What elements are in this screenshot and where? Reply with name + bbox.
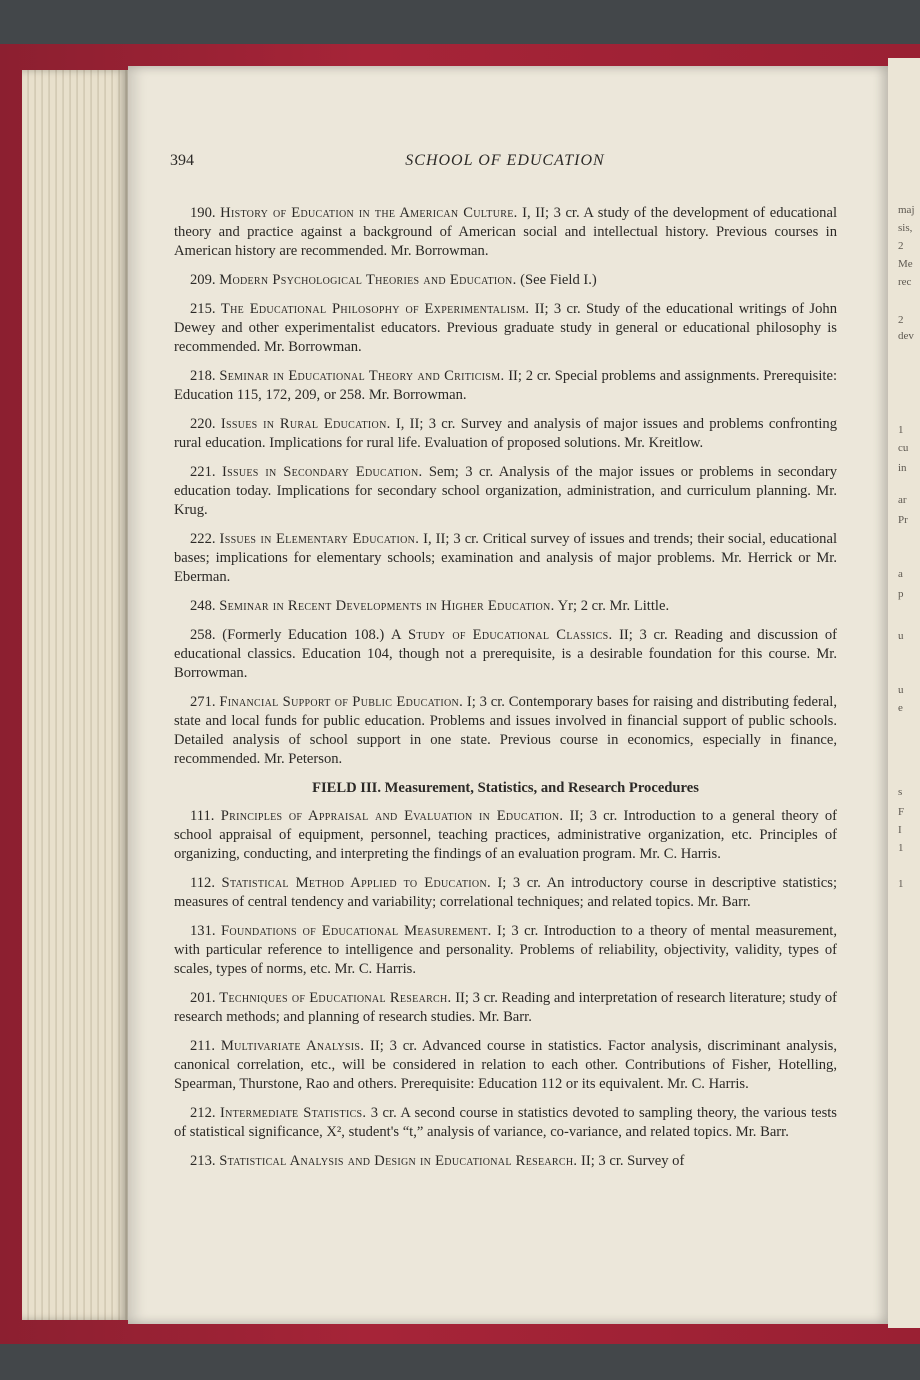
course-title: The Educational Philosophy of Experimentalism. xyxy=(220,301,530,317)
course-entry xyxy=(174,1037,837,1094)
course-title: A Study of Educational Classics. xyxy=(390,627,613,643)
course-title: Techniques of Educational Research. xyxy=(219,990,452,1006)
course-entry xyxy=(174,271,837,290)
page-header xyxy=(170,152,840,176)
course-description: II; 3 cr. Reading and interpretation of research literature; study of research methods; and planning of research studies. Mr. Barr. xyxy=(174,990,837,1025)
course-number: 258. xyxy=(190,627,216,643)
facing-fragment: p xyxy=(898,588,904,600)
facing-fragment: I xyxy=(898,824,902,836)
course-title: Financial Support of Public Education. xyxy=(219,694,464,710)
course-entry xyxy=(174,1104,837,1142)
course-title: Modern Psychological Theories and Education. xyxy=(219,272,517,288)
course-description: Yr; 2 cr. Mr. Little. xyxy=(554,598,670,614)
course-description: (See Field I.) xyxy=(516,272,597,288)
facing-fragment: 1 xyxy=(898,842,904,854)
course-entry xyxy=(174,874,837,912)
facing-fragment: s xyxy=(898,786,903,798)
course-description: II; 3 cr. Reading and discussion of educational classics. Education 104, though not a prerequisite, is a desirable foundation for this course. Mr. Borrowman. xyxy=(174,627,838,681)
course-number: 222. xyxy=(190,531,216,547)
course-title: Issues in Rural Education. xyxy=(220,416,391,432)
facing-fragment: F xyxy=(898,806,905,818)
course-number: 213. xyxy=(190,1153,216,1169)
course-title: Multivariate Analysis. xyxy=(220,1038,365,1054)
field-heading xyxy=(174,779,837,798)
facing-fragment: 2 xyxy=(898,314,904,326)
course-number: 218. xyxy=(190,368,216,384)
course-title: Issues in Elementary Education. xyxy=(219,531,420,547)
course-entry xyxy=(174,989,837,1027)
course-number: 190. xyxy=(190,205,216,221)
facing-fragment: maj xyxy=(898,204,915,216)
page-body xyxy=(174,204,837,1181)
book-page xyxy=(128,66,888,1324)
course-entry xyxy=(174,367,837,405)
course-title: Foundations of Educational Measurement. xyxy=(221,923,492,939)
facing-fragment: 1 xyxy=(898,424,904,436)
course-entry xyxy=(174,807,837,864)
course-number: 209. xyxy=(190,272,216,288)
facing-fragment: rec xyxy=(898,276,912,288)
course-number: 112. xyxy=(190,875,215,891)
facing-fragment: e xyxy=(898,702,903,714)
course-number: 111. xyxy=(190,808,215,824)
course-title: Principles of Appraisal and Evaluation in Education. xyxy=(220,808,564,824)
facing-page xyxy=(888,58,920,1328)
field-label: FIELD III. xyxy=(312,780,381,796)
course-number: 131. xyxy=(190,923,216,939)
course-number: 220. xyxy=(190,416,216,432)
facing-fragment: cu xyxy=(898,442,909,454)
course-description: I; 3 cr. Introduction to a theory of mental measurement, with particular reference to intelligence and personality. Problems of reliability, objectivity, validity, types of scales, types of norms, etc. Mr. C. Harris. xyxy=(174,923,837,977)
facing-fragment: u xyxy=(898,684,904,696)
facing-fragment: u xyxy=(898,630,904,642)
course-description: Sem; 3 cr. Analysis of the major issues or problems in secondary education today. Implications for secondary school organization, administration, and curriculum planning. Mr. Krug. xyxy=(174,464,838,518)
facing-fragment: sis, xyxy=(898,222,913,234)
course-description: II; 3 cr. Survey of xyxy=(577,1153,685,1169)
course-entry xyxy=(174,922,837,979)
page-number: 394 xyxy=(170,152,194,169)
course-description: II; 2 cr. Special problems and assignments. Prerequisite: Education 115, 172, 209, or 258. Mr. Borrowman. xyxy=(174,368,838,403)
course-entry xyxy=(174,300,837,357)
facing-fragment: 2 xyxy=(898,240,904,252)
facing-fragment: dev xyxy=(898,330,914,342)
facing-fragment: a xyxy=(898,568,903,580)
course-number: 201. xyxy=(190,990,216,1006)
field-title: Measurement, Statistics, and Research Procedures xyxy=(381,780,699,796)
course-title: Seminar in Recent Developments in Higher Education. xyxy=(219,598,555,614)
course-list-field-ii xyxy=(174,204,837,769)
course-description: I; 3 cr. Contemporary bases for raising and distributing federal, state and local funds for public education. Problems and issues involved in financial support of public schools. Detailed analysis of school support in one state. Previous course in economics, especially in finance, recommended. Mr. Peterson. xyxy=(174,694,837,767)
course-entry xyxy=(174,1152,837,1171)
course-number: 271. xyxy=(190,694,216,710)
course-description: II; 3 cr. Advanced course in statistics. Factor analysis, discriminant analysis, canonical correlation, etc., will be considered in relation to each other. Contributions of Fisher, Hotelling, Spearman, Thurstone, Rao and others. Prerequisite: Education 112 or its equivalent. Mr. C. Harris. xyxy=(174,1038,837,1092)
course-entry xyxy=(174,530,837,587)
course-entry xyxy=(174,415,837,453)
course-title: Statistical Method Applied to Education. xyxy=(221,875,491,891)
course-description: I, II; 3 cr. Critical survey of issues and trends; their social, educational bases; implications for elementary schools; examination and analysis of major problems. Mr. Herrick or Mr. Eberman. xyxy=(174,531,837,585)
course-description: II; 3 cr. Introduction to a general theory of school appraisal of equipment, personnel, teaching practices, administrative organization, etc. Principles of organizing, conducting, and interpreting the findings of an evaluation program. Mr. C. Harris. xyxy=(174,808,837,862)
course-title: Intermediate Statistics. xyxy=(220,1105,367,1121)
course-title: Issues in Secondary Education. xyxy=(221,464,423,480)
page-edges xyxy=(22,70,128,1320)
course-number: 248. xyxy=(190,598,216,614)
course-list-field-iii xyxy=(174,807,837,1171)
course-number: 221. xyxy=(190,464,216,480)
course-description: II; 3 cr. Study of the educational writings of John Dewey and other experimentalist educators. Previous graduate study in general or educational philosophy is recommended. Mr. Borrowman. xyxy=(174,301,837,355)
course-title: Seminar in Educational Theory and Criticism. xyxy=(219,368,505,384)
course-description: I, II; 3 cr. Survey and analysis of major issues and problems confronting rural education. Implications for rural life. Evaluation of proposed solutions. Mr. Kreitlow. xyxy=(174,416,837,451)
course-entry xyxy=(174,204,837,261)
facing-fragment: 1 xyxy=(898,878,904,890)
course-entry xyxy=(174,463,837,520)
course-description: I, II; 3 cr. A study of the development of educational theory and practice against a background of American social and intellectual history. Previous courses in American history are recommended. Mr. Borrowman. xyxy=(174,205,837,259)
facing-fragment: Me xyxy=(898,258,913,270)
course-description: 3 cr. A second course in statistics devoted to sampling theory, the various tests of statistical significance, X², student's “t,” analysis of variance, co-variance, and related topics. Mr. Barr. xyxy=(174,1105,837,1140)
course-prefix: (Formerly Education 108.) xyxy=(222,627,391,643)
facing-fragment: Pr xyxy=(898,514,908,526)
course-number: 212. xyxy=(190,1105,216,1121)
course-number: 215. xyxy=(190,301,216,317)
facing-fragment: ar xyxy=(898,494,907,506)
course-title: History of Education in the American Culture. xyxy=(220,205,518,221)
running-head: SCHOOL OF EDUCATION xyxy=(405,152,605,169)
course-description: I; 3 cr. An introductory course in descriptive statistics; measures of central tendency and variability; correlational techniques; and related topics. Mr. Barr. xyxy=(174,875,838,910)
course-title: Statistical Analysis and Design in Educational Research. xyxy=(219,1153,578,1169)
course-entry xyxy=(174,693,837,769)
facing-fragment: in xyxy=(898,462,907,474)
course-entry xyxy=(174,597,837,616)
course-number: 211. xyxy=(190,1038,215,1054)
course-entry xyxy=(174,626,837,683)
